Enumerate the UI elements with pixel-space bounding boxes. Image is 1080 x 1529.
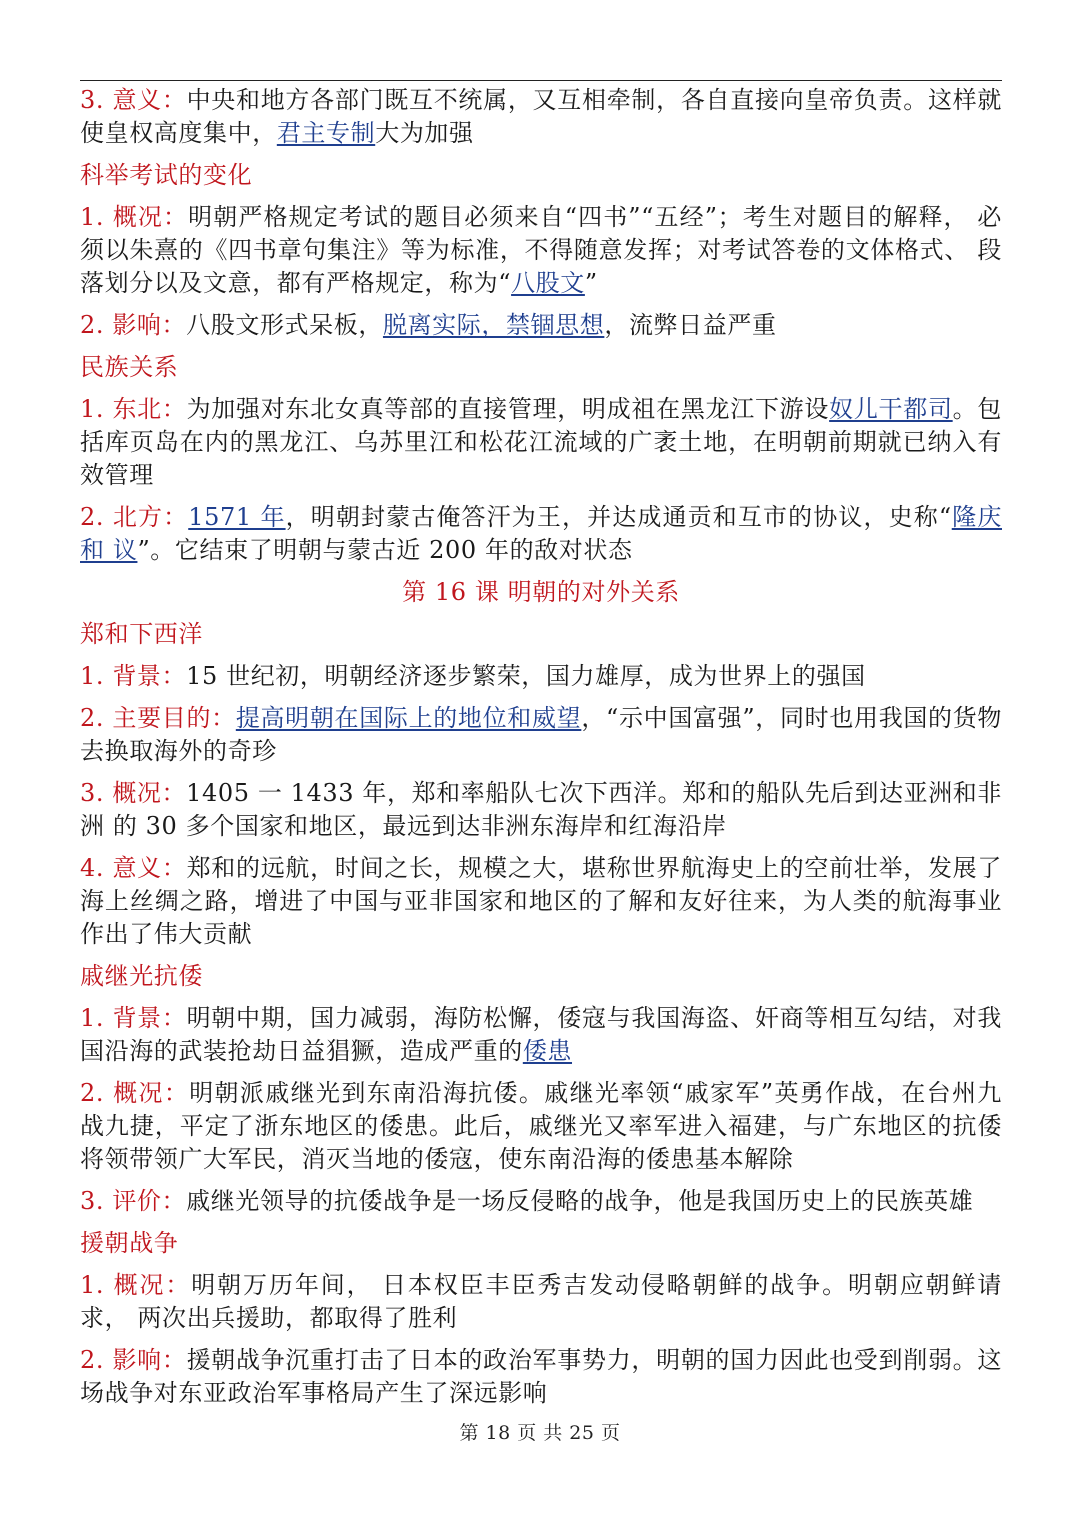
keyword-link[interactable]: 倭患 bbox=[522, 1037, 573, 1065]
item-label: 3. 概况： bbox=[80, 779, 187, 807]
paragraph-significance bbox=[80, 84, 1002, 150]
keyword-link[interactable]: 八股文 bbox=[511, 269, 585, 297]
keyword-link[interactable]: 君主专制 bbox=[276, 119, 376, 147]
paragraph-exam-impact bbox=[80, 309, 1002, 342]
keyword-link[interactable]: 1571 年 bbox=[188, 503, 286, 531]
page-number: 第 18 页 共 25 页 bbox=[459, 1422, 621, 1444]
keyword-link[interactable]: 提高明朝在国际上的地位和威望 bbox=[235, 704, 582, 732]
item-label: 3. 意义： bbox=[80, 86, 187, 114]
keyword-link[interactable]: 脱离实际，禁锢思想 bbox=[382, 311, 605, 339]
keyword-link[interactable]: 奴儿干都司 bbox=[829, 395, 953, 423]
keyword-link[interactable]: 隆庆和 议 bbox=[80, 503, 1002, 564]
paragraph-qi-evaluation bbox=[80, 1185, 1002, 1218]
paragraph-zhenghe-background bbox=[80, 660, 1002, 693]
item-label: 4. 意义： bbox=[80, 854, 187, 882]
item-text: 明朝派戚继光到东南沿海抗倭。戚继光率领“戚家军”英勇作战，在台州九 战九捷，平定了浙东地区的倭患。此后，戚继光又率军进入福建，与广东地区的抗倭 将领带领广大军民，消灭当地的倭寇，使东南沿海的倭患基本解除 bbox=[80, 1079, 1002, 1173]
item-text: ，“示中国富强”，同时也用我国的货物 去换取海外的奇珍 bbox=[80, 704, 1003, 765]
paragraph-zhenghe-overview bbox=[80, 777, 1002, 843]
section-heading-qijiguang: 戚继光抗倭 bbox=[80, 962, 203, 990]
item-label: 1. 概况： bbox=[80, 203, 189, 231]
item-label: 1. 东北： bbox=[80, 395, 187, 423]
paragraph-northeast bbox=[80, 393, 1002, 492]
item-text: 。包 括库页岛在内的黑龙江、乌苏里江和松花江流域的广袤土地，在明朝前期就已纳入有 效管理 bbox=[80, 395, 1002, 489]
item-text: ，流弊日益严重 bbox=[604, 311, 777, 339]
item-text: ”。它结束了明朝与蒙古近 200 年的敌对状态 bbox=[137, 536, 633, 564]
paragraph-qi-overview bbox=[80, 1077, 1002, 1176]
item-text: 援朝战争沉重打击了日本的政治军事势力，明朝的国力因此也受到削弱。这 场战争对东亚政治军事格局产生了深远影响 bbox=[80, 1346, 1002, 1407]
item-text: 15 世纪初，明朝经济逐步繁荣，国力雄厚，成为世界上的强国 bbox=[186, 662, 866, 690]
paragraph-korea-overview bbox=[80, 1269, 1002, 1335]
paragraph-exam-overview bbox=[80, 201, 1002, 300]
item-label: 1. 背景： bbox=[80, 662, 187, 690]
paragraph-korea-impact bbox=[80, 1344, 1002, 1410]
item-label: 2. 概况： bbox=[80, 1079, 190, 1107]
item-text: 1405 一 1433 年，郑和率船队七次下西洋。郑和的船队先后到达亚洲和非洲 的 30 多个国家和地区，最远到达非洲东海岸和红海沿岸 bbox=[80, 779, 1002, 840]
item-text: 明朝中期，国力减弱，海防松懈，倭寇与我国海盗、奸商等相互勾结，对我 国沿海的武装抢劫日益猖獗，造成严重的 bbox=[80, 1004, 1002, 1065]
section-heading-exam: 科举考试的变化 bbox=[80, 161, 253, 189]
paragraph-qi-background bbox=[80, 1002, 1002, 1068]
lesson-title: 第 16 课 明朝的对外关系 bbox=[402, 578, 680, 606]
section-heading-zhenghe: 郑和下西洋 bbox=[80, 620, 203, 648]
paragraph-zhenghe-purpose bbox=[80, 702, 1002, 768]
item-text: 郑和的远航，时间之长，规模之大，堪称世界航海史上的空前壮举，发展了 海上丝绸之路，增进了中国与亚非国家和地区的了解和友好往来，为人类的航海事业 作出了伟大贡献 bbox=[80, 854, 1002, 948]
document-body bbox=[80, 84, 1002, 1419]
item-text: 中央和地方各部门既互不统属，又互相牵制，各自直接向皇帝负责。这样就 使皇权高度集中， bbox=[80, 86, 1002, 147]
item-text: ” bbox=[584, 269, 598, 297]
item-text: 明朝严格规定考试的题目必须来自“四书”“五经”；考生对题目的解释， 必须以朱熹的《四书章句集注》等为标准，不得随意发挥；对考试答卷的文体格式、 段落划分以及文意，都有严格规定，称为“ bbox=[80, 203, 1002, 297]
item-label: 1. 背景： bbox=[80, 1004, 187, 1032]
section-heading-korea: 援朝战争 bbox=[80, 1229, 179, 1257]
item-label: 1. 概况： bbox=[80, 1271, 192, 1299]
item-text: ，明朝封蒙古俺答汗为王，并达成通贡和互市的协议，史称“ bbox=[285, 503, 952, 531]
item-text: 大为加强 bbox=[375, 119, 474, 147]
item-label: 2. 北方： bbox=[80, 503, 189, 531]
item-text: 戚继光领导的抗倭战争是一场反侵略的战争，他是我国历史上的民族英雄 bbox=[186, 1187, 974, 1215]
paragraph-north bbox=[80, 501, 1002, 567]
item-text: 八股文形式呆板， bbox=[186, 311, 383, 339]
item-text: 为加强对东北女真等部的直接管理，明成祖在黑龙江下游设 bbox=[186, 395, 830, 423]
paragraph-zhenghe-significance bbox=[80, 852, 1002, 951]
item-label: 2. 影响： bbox=[80, 1346, 187, 1374]
item-text: 明朝万历年间， 日本权臣丰臣秀吉发动侵略朝鲜的战争。明朝应朝鲜请求， 两次出兵援助，都取得了胜利 bbox=[80, 1271, 1002, 1332]
section-heading-ethnic: 民族关系 bbox=[80, 353, 179, 381]
item-label: 2. 影响： bbox=[80, 311, 187, 339]
item-label: 3. 评价： bbox=[80, 1187, 187, 1215]
top-divider bbox=[80, 80, 1002, 81]
item-label: 2. 主要目的： bbox=[80, 704, 236, 732]
